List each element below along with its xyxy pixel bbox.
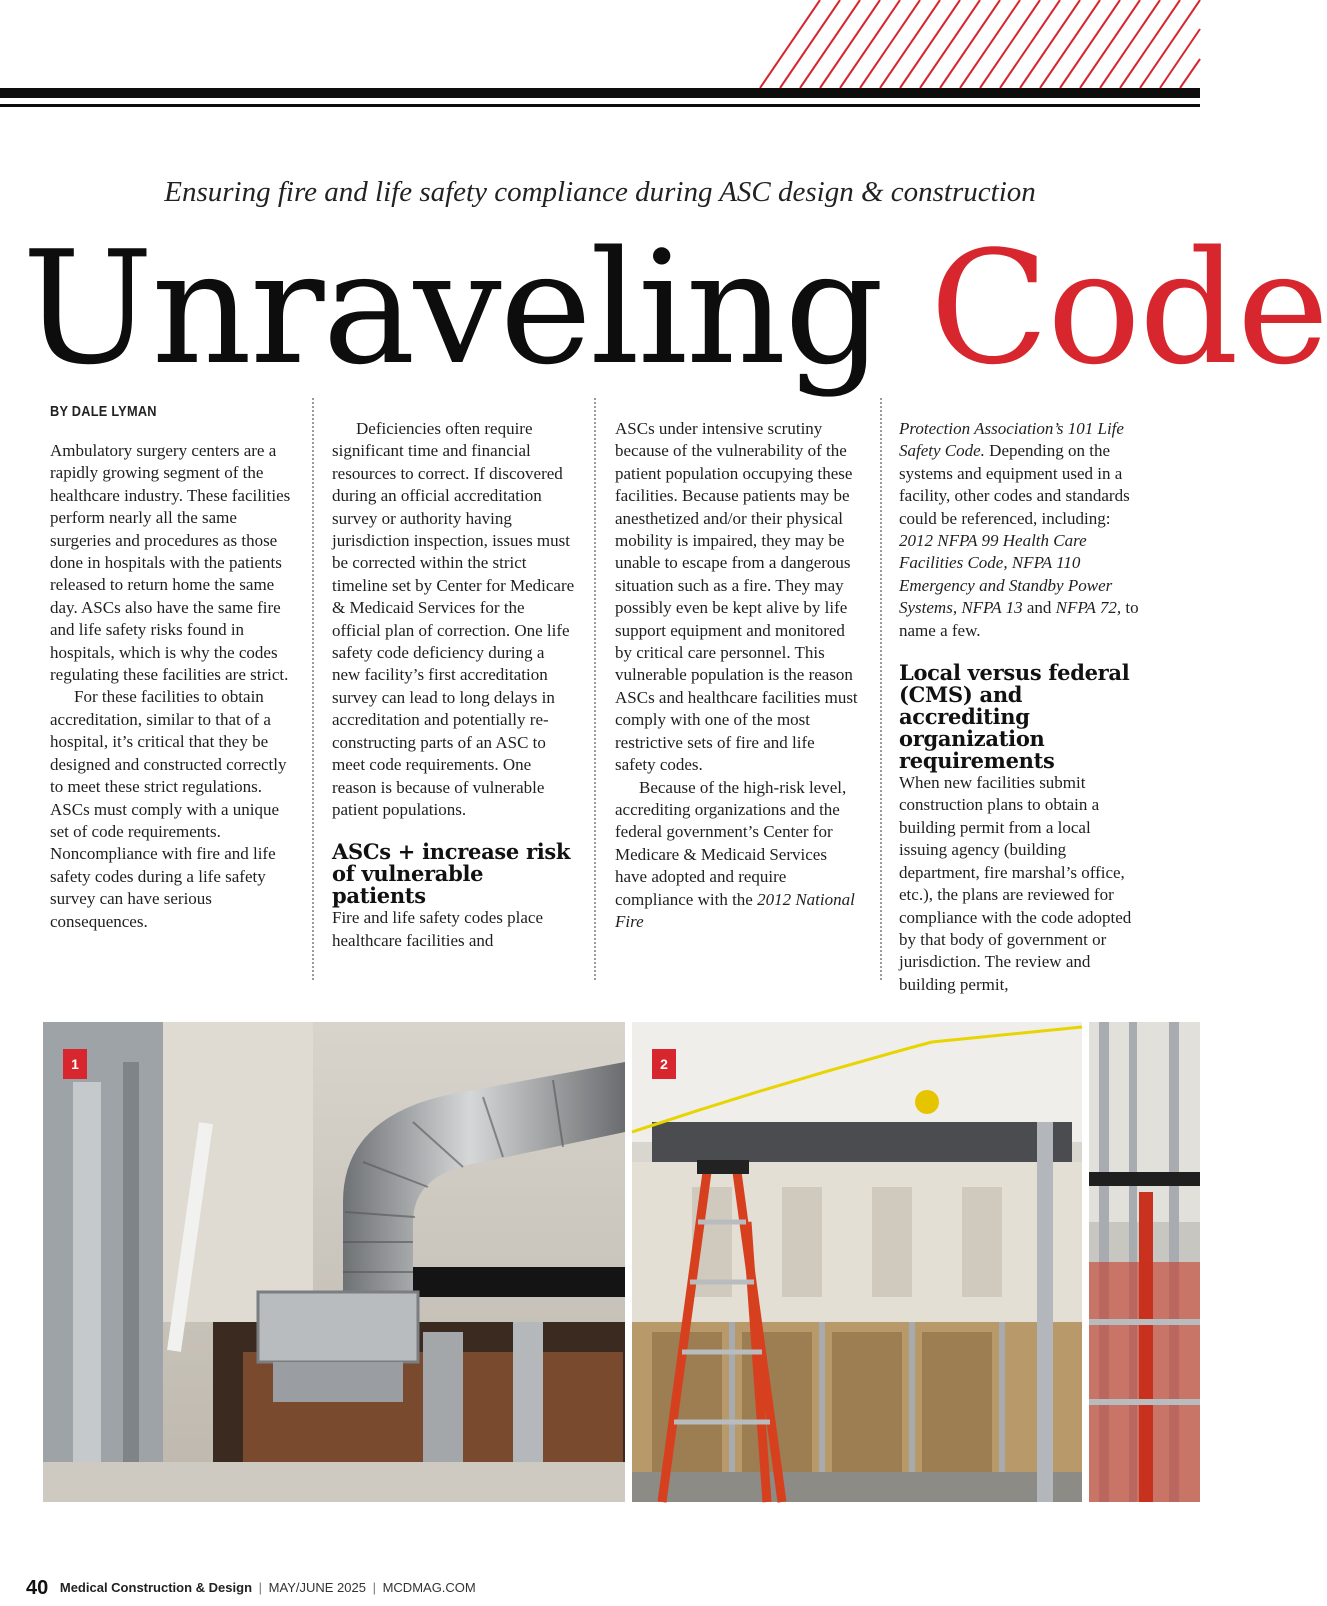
body-paragraph: When new facilities submit construction plans to obtain a building permit from a local issuing agency (building department, fire marshal’s office, etc.), the plans are reviewed for compliance with the code adopted by that body of government or jurisdiction. The review and building permit, (899, 773, 1132, 994)
page-footer (26, 1577, 476, 1600)
body-text: and (1022, 598, 1056, 618)
issue-date: MAY/JUNE 2025 (268, 1580, 366, 1595)
article-subtitle: Ensuring fire and life safety compliance during ASC design & construction (164, 176, 1036, 208)
drywall-photo-illustration (632, 1022, 1082, 1502)
body-paragraph (615, 777, 859, 934)
body-text: Because of the high-risk level, accrediting organizations and the federal government’s Center for Medicare & Medicaid Services have adopted and require compliance with the (615, 777, 847, 909)
photo-studs-partial (1089, 1022, 1200, 1502)
article-column-4 (899, 418, 1143, 996)
section-heading: ASCs + increase risk of vulnerable patients (332, 839, 571, 909)
code-title: NFPA 72, (1055, 598, 1122, 618)
code-title: Protection Association’s 101 Life Safety Code. (899, 419, 1124, 461)
column-divider (594, 398, 596, 980)
studs-photo-illustration (1089, 1022, 1200, 1502)
headline-word-1: Unraveling (22, 217, 883, 399)
body-paragraph: For these facilities to obtain accreditation, similar to that of a hospital, it’s critical that they be designed and constructed correctly to meet these strict regulations. ASCs must comply with a unique set of code requirements. Noncompliance with fire and life safety codes during a life safety survey can have serious consequences. (50, 687, 287, 931)
body-paragraph: Ambulatory surgery centers are a rapidly growing segment of the healthcare industry. These facilities perform nearly all the same surgeries and procedures as those done in hospitals with the patients released to return home the same day. ASCs also have the same fire and life safety risks found in hospitals, which is why the codes regulating these facilities are strict. (50, 441, 291, 685)
column-divider (312, 398, 314, 980)
footer-separator: | (258, 1580, 263, 1595)
top-rule-thick (0, 88, 1200, 98)
page-number: 40 (26, 1577, 49, 1599)
code-title: 2012 NFPA 99 Health Care Facilities Code, NFPA 110 Emergency and Standby Power Systems, NFPA 13 (899, 531, 1113, 618)
article-headline (22, 217, 1327, 399)
byline: BY DALE LYMAN (50, 403, 157, 420)
headline-word-2: Code (929, 217, 1327, 399)
code-title: 2012 National Fire (615, 889, 855, 931)
article-column-3 (615, 418, 859, 933)
diagonal-hatch-decoration (760, 0, 1200, 88)
photo-number-badge: 2 (652, 1049, 676, 1079)
website-link[interactable]: MCDMAG.COM (382, 1580, 476, 1595)
body-text: Depending on the systems and equipment used in a facility, other codes and standards could be referenced, including: (899, 441, 1130, 528)
body-paragraph (899, 418, 1143, 642)
ductwork-photo-illustration (43, 1022, 625, 1502)
section-heading: Local versus federal (CMS) and accrediting organization requirements (899, 660, 1130, 774)
article-column-2 (332, 418, 576, 952)
body-text: to name a few. (899, 598, 1139, 640)
column-divider (880, 398, 882, 980)
footer-separator: | (372, 1580, 376, 1595)
magazine-name: Medical Construction & Design (59, 1580, 253, 1595)
photo-ductwork (43, 1022, 625, 1502)
photo-number-badge: 1 (63, 1049, 87, 1079)
body-paragraph: ASCs under intensive scrutiny because of the vulnerability of the patient population occupying these facilities. Because patients may be anesthetized and/or their physical mobility is impaired, they may be unable to escape from a dangerous situation such as a fire. They may possibly even be kept alive by life support equipment and monitored by critical care personnel. This vulnerable population is the reason ASCs and healthcare facilities must comply with one of the most restrictive sets of fire and life safety codes. (615, 419, 858, 775)
body-paragraph: Deficiencies often require significant time and financial resources to correct. If discovered during an official accreditation survey or authority having jurisdiction inspection, issues must be corrected within the strict timeline set by Center for Medicare & Medicaid Services for the official plan of correction. One life safety code deficiency during a new facility’s first accreditation survey can lead to long delays in accreditation and potentially re-constructing parts of an ASC to meet code requirements. One reason is because of vulnerable patient populations. (332, 419, 575, 819)
photo-drywall-ladder (632, 1022, 1082, 1502)
top-rule-thin (0, 104, 1200, 107)
article-column-1 (50, 440, 294, 933)
body-paragraph: Fire and life safety codes place healthcare facilities and (332, 908, 543, 950)
